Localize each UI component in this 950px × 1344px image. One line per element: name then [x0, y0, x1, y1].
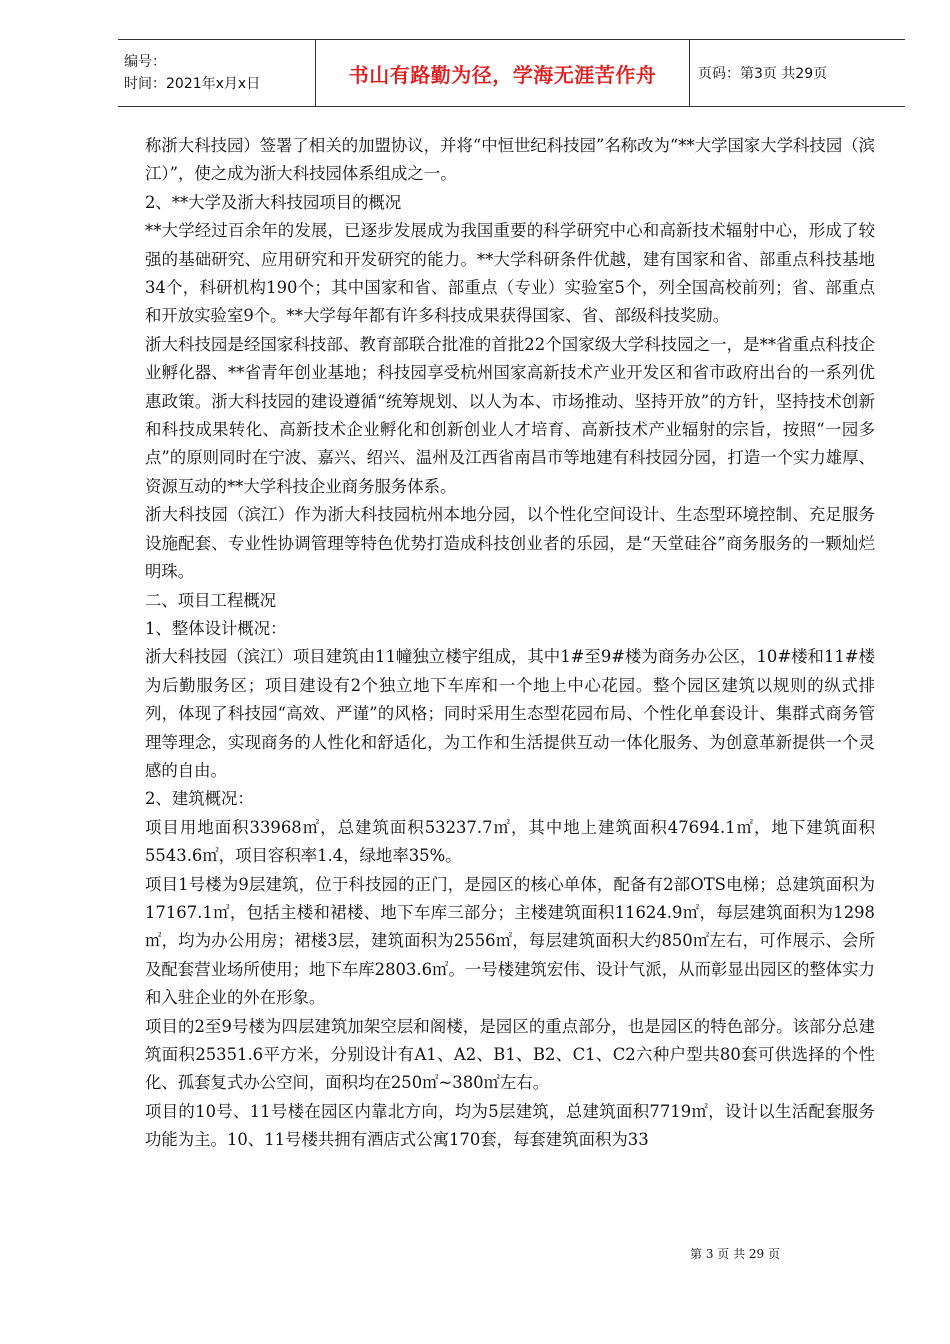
section-heading: 1、整体设计概况： — [145, 618, 287, 638]
footer-page-number: 第 3 页 共 29 页 — [690, 1247, 780, 1261]
paragraph: 项目用地面积33968㎡，总建筑面积53237.7㎡，其中地上建筑面积47694.1㎡，地下建筑面积5543.6㎡，项目容积率1.4，绿地率35%。 — [145, 817, 875, 866]
paragraph: 项目的2至9号楼为四层建筑加架空层和阁楼，是园区的重点部分，也是园区的特色部分。该部分总建筑面积25351.6平方米，分别设计有A1、A2、B1、B2、C1、C2六种户型共80套可供选择的个性化、孤套复式办公空间，面积均在250㎡~380㎡左右。 — [145, 1016, 875, 1093]
document-time: 时间：2021年x月x日 — [124, 76, 261, 92]
header-motto: 书山有路勤为径，学海无涯苦作舟 — [348, 62, 657, 87]
paragraph: 浙大科技园（滨江）项目建筑由11幢独立楼宇组成，其中1#至9#楼为商务办公区，10#楼和11#楼为后勤服务区；项目建设有2个独立地下车库和一个地上中心花园。整个园区建筑以规则的纵式排列，体现了科技园“高效、严谨”的风格；同时采用生态型花园布局、个性化单套设计、集群式商务管理等理念，实现商务的人性化和舒适化，为工作和生活提供互动一体化服务、为创意革新提供一个灵感的自由。 — [145, 647, 875, 780]
header-page-info: 页码：第3页 共29页 — [698, 66, 828, 82]
document-number-label: 编号： — [124, 54, 166, 70]
section-heading: 2、建筑概况： — [145, 789, 254, 809]
header-motto-cell — [316, 40, 690, 106]
section-heading: 2、**大学及浙大科技园项目的概况 — [145, 192, 402, 212]
header-meta — [118, 40, 316, 106]
paragraph: 浙大科技园是经国家科技部、教育部联合批准的首批22个国家级大学科技园之一，是**省重点科技企业孵化器、**省青年创业基地；科技园享受杭州国家高新技术产业开发区和省市政府出台的一系列优惠政策。浙大科技园的建设遵循“统筹规划、以人为本、市场推动、坚持开放”的方针，坚持技术创新和科技成果转化、高新技术企业孵化和创新创业人才培育、高新技术产业辐射的宗旨，按照“一园多点”的原则同时在宁波、嘉兴、绍兴、温州及江西省南昌市等地建有科技园分园，打造一个实力雄厚、资源互动的**大学科技企业商务服务体系。 — [145, 334, 875, 496]
paragraph: 项目1号楼为9层建筑，位于科技园的正门，是园区的核心单体，配备有2部OTS电梯；总建筑面积为17167.1㎡，包括主楼和裙楼、地下车库三部分；主楼建筑面积11624.9㎡，每层建筑面积为1298㎡，均为办公用房；裙楼3层，建筑面积为2556㎡，每层建筑面积大约850㎡左右，可作展示、会所及配套营业场所使用；地下车库2803.6㎡。一号楼建筑宏伟、设计气派，从而彰显出园区的整体实力和入驻企业的外在形象。 — [145, 874, 875, 1008]
paragraph: 称浙大科技园）签署了相关的加盟协议，并将“中恒世纪科技园”名称改为“**大学国家大学科技园（滨江）”，使之成为浙大科技园体系组成之一。 — [145, 136, 875, 184]
header-page-info-cell — [690, 40, 905, 106]
paragraph: **大学经过百余年的发展，已逐步发展成为我国重要的科学研究中心和高新技术辐射中心，形成了较强的基础研究、应用研究和开发研究的能力。**大学科研条件优越，建有国家和省、部重点科技基地34个，科研机构190个；其中国家和省、部重点（专业）实验室5个，列全国高校前列；省、部重点和开放实验室9个。**大学每年都有许多科技成果获得国家、省、部级科技奖励。 — [145, 221, 875, 326]
document-body — [145, 132, 875, 1155]
section-heading: 二、项目工程概况 — [145, 590, 277, 610]
paragraph: 浙大科技园（滨江）作为浙大科技园杭州本地分园，以个性化空间设计、生态型环境控制、充足服务设施配套、专业性协调管理等特色优势打造成科技创业者的乐园，是“天堂硅谷”商务服务的一颗灿烂明珠。 — [145, 505, 875, 582]
page-footer — [0, 1245, 950, 1262]
page-header — [118, 39, 905, 107]
paragraph: 项目的10号、11号楼在园区内靠北方向，均为5层建筑，总建筑面积7719㎡，设计以生活配套服务功能为主。10、11号楼共拥有酒店式公寓170套，每套建筑面积为33 — [145, 1101, 875, 1150]
